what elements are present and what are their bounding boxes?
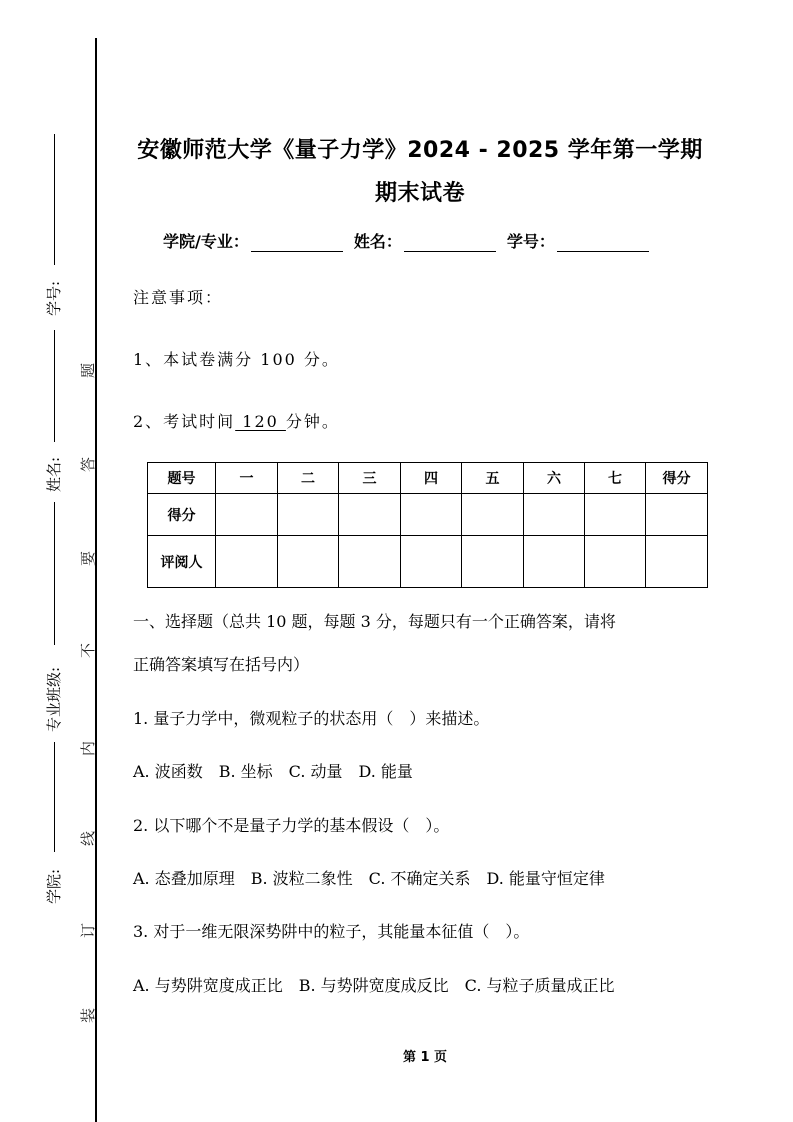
exam-duration-value: 120 [235,412,286,431]
college-fill-line [54,742,55,852]
name-label: 姓名： [353,232,402,251]
table-row-score [148,494,708,536]
score-cell[interactable] [646,494,708,536]
score-cell[interactable] [216,494,278,536]
note-item-1: 1、本试卷满分 100 分。 [133,350,340,369]
grader-cell[interactable] [524,536,585,588]
exam-title: 安徽师范大学《量子力学》2024 - 2025 学年第一学期 [137,138,703,163]
question-2-options: A. 态叠加原理 B. 波粒二象性 C. 不确定关系 D. 能量守恒定律 [133,869,605,888]
major-class-label: 专业班级: [45,666,64,732]
question-1-options: A. 波函数 B. 坐标 C. 动量 D. 能量 [133,762,413,781]
score-cell[interactable] [462,494,524,536]
binding-warning-char: 装 [79,1007,98,1023]
table-header-cell: 五 [462,463,524,494]
college-major-label: 学院/专业： [163,232,249,251]
grader-cell[interactable] [278,536,339,588]
score-cell[interactable] [585,494,646,536]
student-id-label: 学号: [45,280,64,316]
binding-warning-char: 要 [79,550,98,566]
grader-cell[interactable] [401,536,462,588]
note-item-2-suffix: 分钟。 [285,412,340,431]
college-label: 学院: [45,868,64,904]
grader-cell[interactable] [216,536,278,588]
grader-cell[interactable] [462,536,524,588]
question-1-stem: 1. 量子力学中，微观粒子的状态用（ ）来描述。 [133,709,490,728]
note-item-2-prefix: 2、考试时间 [133,412,236,431]
binding-warning-char: 内 [79,740,98,756]
section-heading-cont: 正确答案填写在括号内） [133,655,310,674]
table-header-cell: 六 [524,463,585,494]
binding-border-line [95,38,97,1122]
binding-warning-char: 答 [79,456,98,472]
question-3-options: A. 与势阱宽度成正比 B. 与势阱宽度成反比 C. 与粒子质量成正比 [133,976,615,995]
table-header-cell: 得分 [646,463,708,494]
name-label: 姓名: [45,456,64,492]
table-header-cell: 四 [401,463,462,494]
binding-warning-char: 不 [79,642,98,658]
row-label-score: 得分 [148,494,216,536]
question-3-stem: 3. 对于一维无限深势阱中的粒子，其能量本征值（ ）。 [133,922,530,941]
score-cell[interactable] [401,494,462,536]
name-blank[interactable] [404,233,496,252]
grader-cell[interactable] [585,536,646,588]
name-fill-line [54,330,55,442]
page-number: 第 1 页 [402,1050,448,1065]
score-table-header-row [148,463,708,494]
student-info-row [163,229,660,252]
exam-subtitle: 期末试卷 [374,181,465,206]
student-id-fill-line [54,134,55,265]
score-cell[interactable] [524,494,585,536]
score-table [147,462,708,588]
college-major-blank[interactable] [251,233,343,252]
binding-warning-char: 订 [79,922,98,938]
table-header-cell: 题号 [148,463,216,494]
student-id-label: 学号： [506,232,555,251]
score-cell[interactable] [339,494,401,536]
score-cell[interactable] [278,494,339,536]
major-class-fill-line [54,502,55,645]
table-header-cell: 三 [339,463,401,494]
row-label-grader: 评阅人 [148,536,216,588]
notes-heading: 注意事项： [133,288,224,307]
table-header-cell: 二 [278,463,339,494]
binding-warning-char: 线 [79,830,98,846]
question-2-stem: 2. 以下哪个不是量子力学的基本假设（ ）。 [133,816,450,835]
student-id-blank[interactable] [557,233,649,252]
table-row-grader [148,536,708,588]
binding-warning-char: 题 [79,362,98,378]
table-header-cell: 一 [216,463,278,494]
section-heading: 一、选择题（总共 10 题，每题 3 分，每题只有一个正确答案，请将 [133,612,616,631]
note-item-2 [133,409,340,432]
grader-cell[interactable] [646,536,708,588]
grader-cell[interactable] [339,536,401,588]
table-header-cell: 七 [585,463,646,494]
